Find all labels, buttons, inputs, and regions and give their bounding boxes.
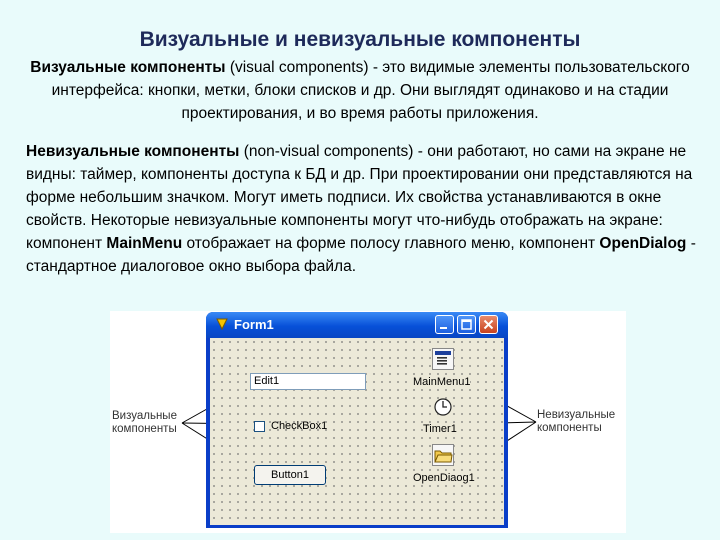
form1-window [206,312,508,528]
maximize-icon [458,316,475,333]
nonvisual-components-paragraph [26,140,706,278]
button1[interactable]: Button1 [254,465,326,485]
timer1-caption: Timer1 [423,423,457,435]
main-menu-icon[interactable] [432,348,454,370]
form-client-area [210,338,504,525]
close-button[interactable] [479,315,498,334]
maximize-button[interactable] [457,315,476,334]
nonvisual-components-text-3: - стандартное диалоговое окно выбора файла. [26,235,696,275]
nonvisual-components-text-1: (non-visual components) - они работают, но сами на экране не видны: таймер, компоненты доступа к БД и др. При проектировании они представляются на форме небольшим значком. Могут иметь подписи. Их свойства устанавливаются в окне свойств. Некоторые невизуальные компоненты могут что-нибудь отображать на экране: компонент [26,143,693,252]
nonvisual-components-text-2: отображает на форме полосу главного меню, компонент [182,235,600,252]
visual-components-label: Визуальные компоненты [112,410,177,435]
checkbox-label: CheckBox1 [271,420,328,432]
open-dialog-icon[interactable] [432,444,454,466]
close-icon [480,316,497,333]
checkbox1[interactable] [254,420,327,432]
visual-components-term: Визуальные компоненты [30,59,226,76]
window-titlebar[interactable] [206,312,508,338]
visual-components-text: (visual components) - это видимые элементы пользовательского интерфейса: кнопки, метки, блоки списков и др. Они выглядят одинаково и на стадии проектирования, и во время работы приложения. [51,59,690,122]
timer-icon[interactable] [432,396,454,418]
form-designer-figure [110,311,626,533]
mainmenu1-caption: MainMenu1 [413,376,471,388]
minimize-button[interactable] [435,315,454,334]
mainmenu-term: MainMenu [106,235,183,252]
visual-components-paragraph [22,56,698,125]
minimize-icon [436,316,453,333]
slide-title: Визуальные и невизуальные компоненты [139,28,581,51]
checkbox-box[interactable] [254,421,265,432]
opendialog-term: OpenDialog [599,235,687,252]
window-title: Form1 [234,317,274,332]
edit1-field[interactable]: Edit1 [250,373,366,390]
delphi-app-icon [214,316,230,332]
opendialog1-caption: OpenDiaog1 [413,472,475,484]
nonvisual-components-term: Невизуальные компоненты [26,143,240,160]
nonvisual-components-label: Невизуальные компоненты [537,409,616,434]
